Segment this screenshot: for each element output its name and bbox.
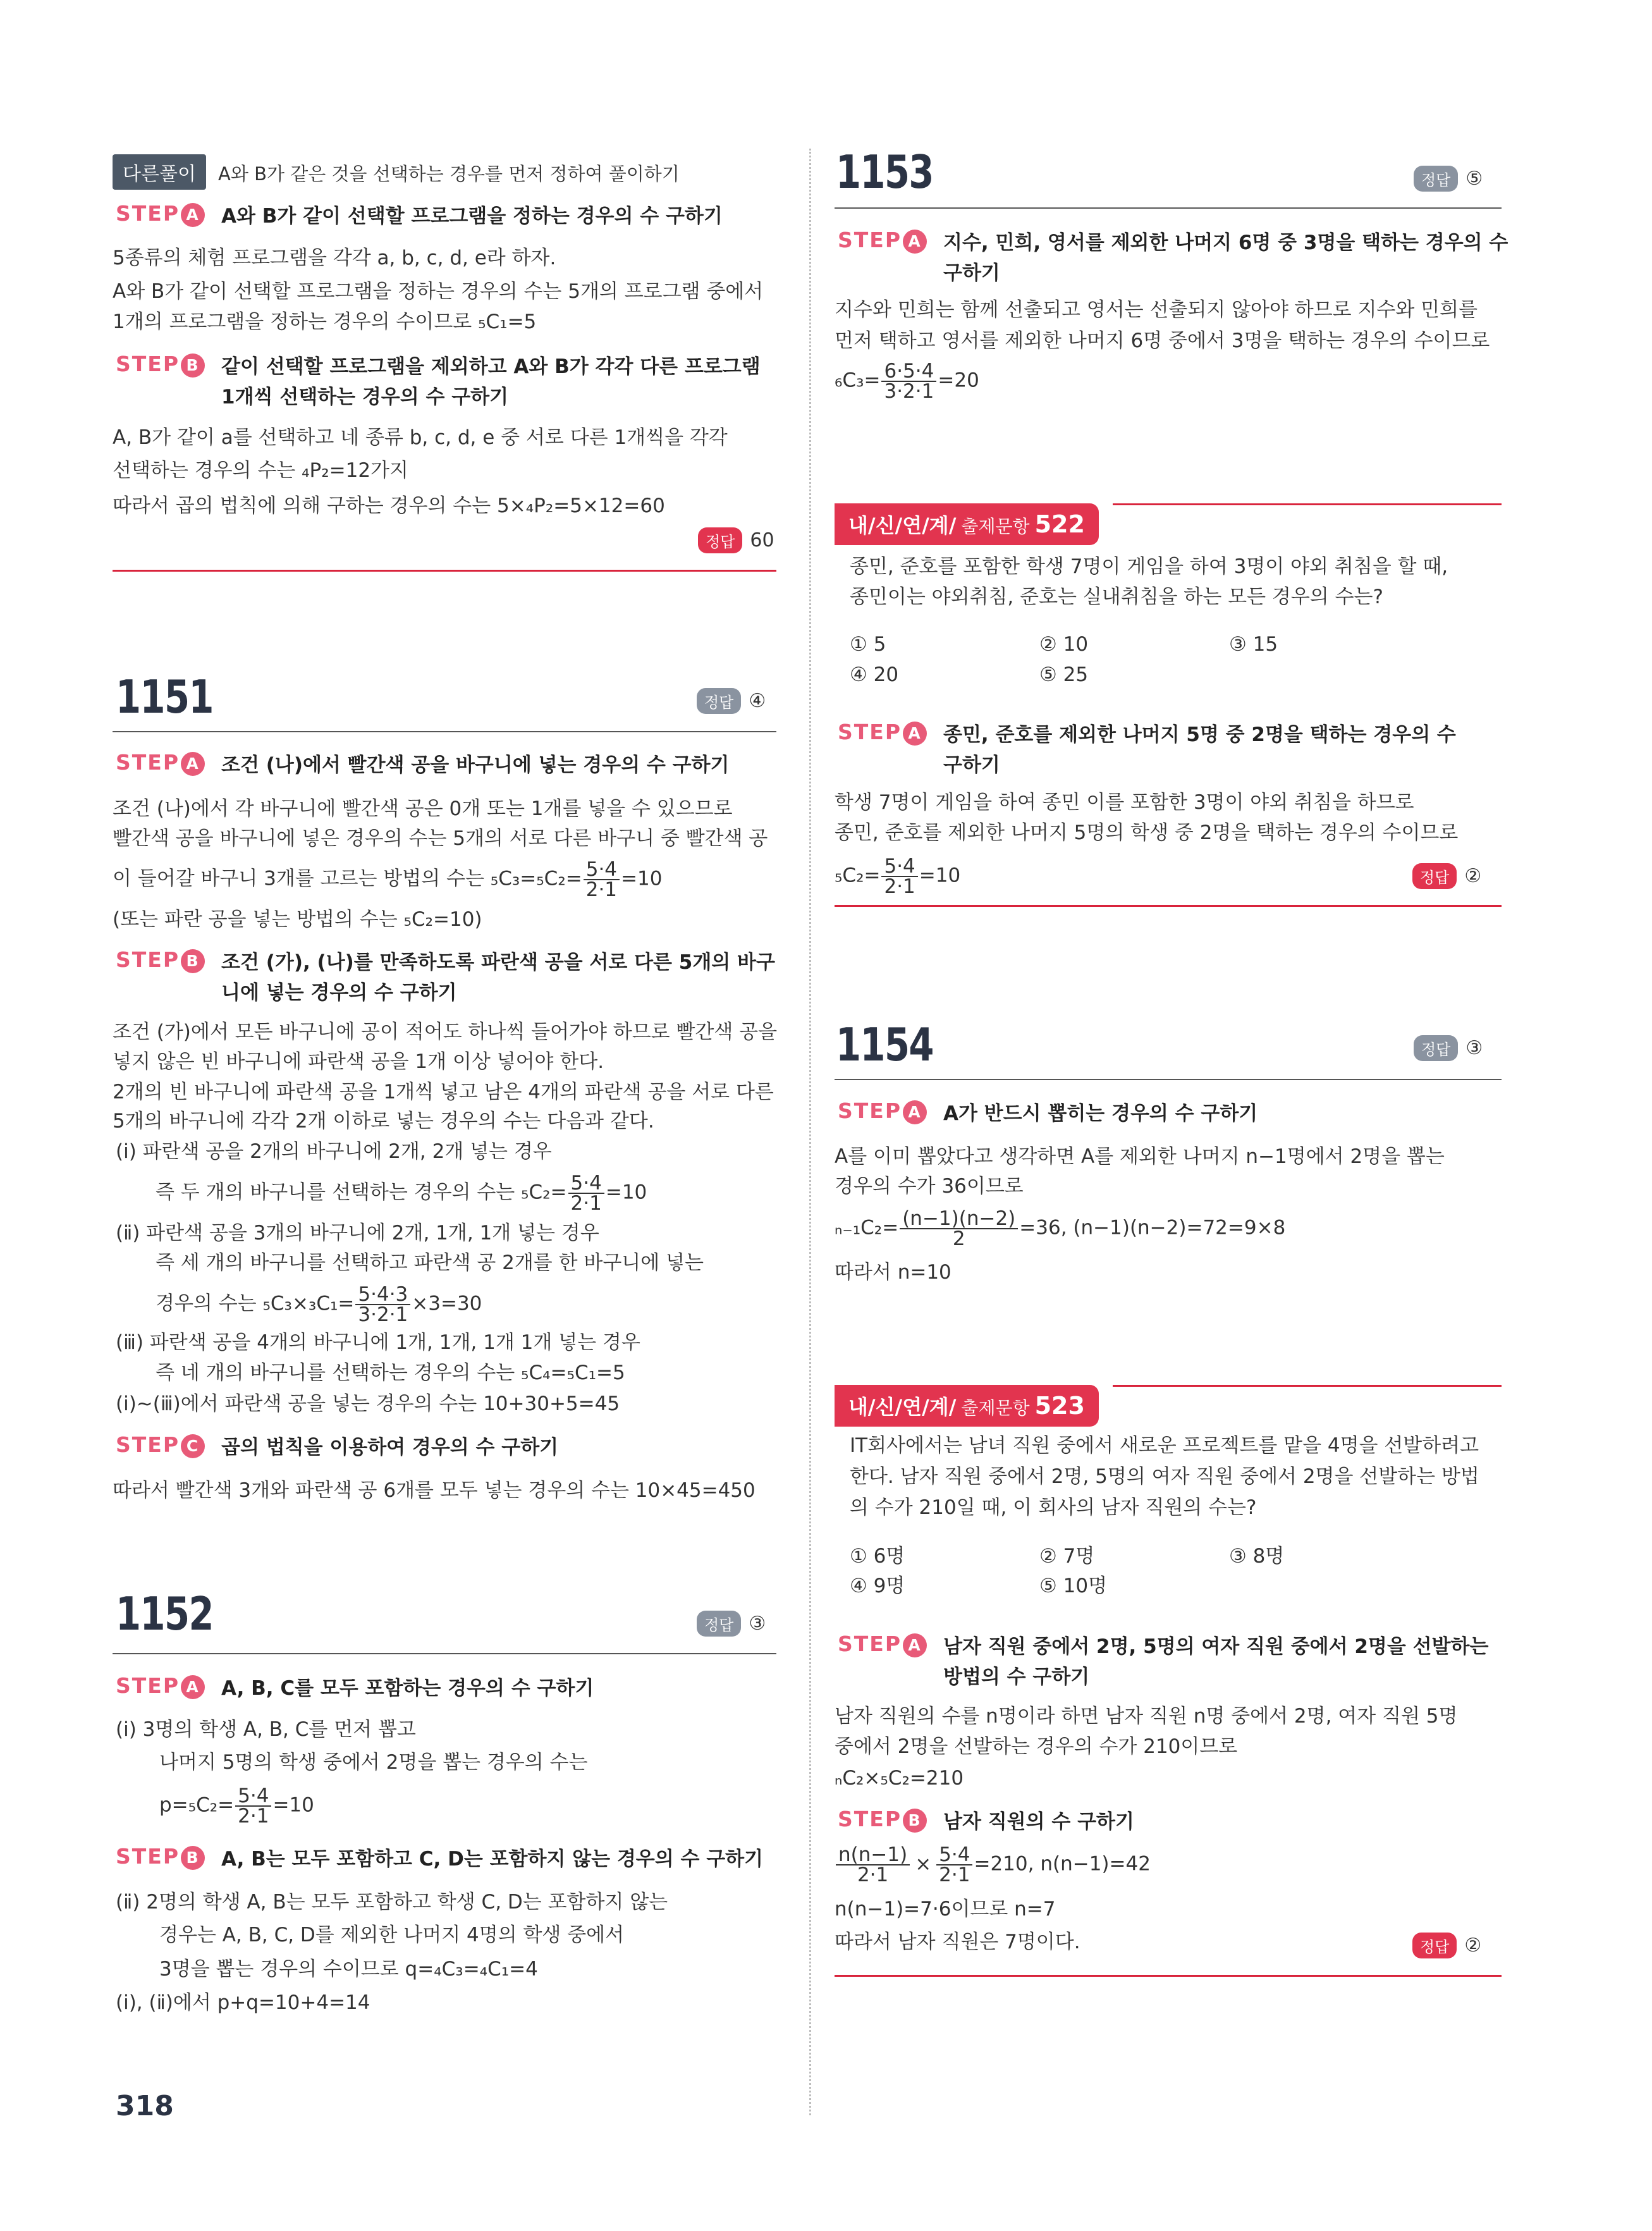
- text-line: A와 B가 같이 선택할 프로그램을 정하는 경우의 수는 5개의 프로그램 중에서: [113, 280, 764, 303]
- text-line: 경우의 수는 ₅C₃×₃C₁= $\frac{5\cdot 4\cdot 3}{3\cdot 2\cdot 1}$ ×3=30: [156, 1283, 482, 1326]
- answer-badge: 정답: [697, 1611, 741, 1637]
- answer-523: [1412, 1933, 1481, 1958]
- problem-number-1151: 1151: [116, 670, 213, 723]
- text-line: 즉 세 개의 바구니를 선택하고 파란색 공 2개를 한 바구니에 넣는: [156, 1251, 704, 1274]
- problem-underline: [113, 731, 776, 732]
- choice: ③ 15: [1229, 633, 1278, 656]
- choice: ⑤ 25: [1039, 663, 1089, 686]
- text-line: (ⅲ) 파란색 공을 4개의 바구니에 1개, 1개, 1개 1개 넣는 경우: [116, 1331, 640, 1354]
- choice: ② 7명: [1039, 1545, 1095, 1568]
- text-line: 빨간색 공을 바구니에 넣은 경우의 수는 5개의 서로 다른 바구니 중 빨간색 공: [113, 827, 768, 850]
- text-line: 3명을 뽑는 경우의 수이므로 q=₄C₃=₄C₁=4: [159, 1958, 538, 1981]
- choice: ① 5: [850, 633, 886, 656]
- text-line: 따라서 n=10: [835, 1261, 951, 1284]
- text-line: A를 이미 뽑았다고 생각하면 A를 제외한 나머지 n−1명에서 2명을 뽑는: [835, 1145, 1445, 1168]
- text-line: 나머지 5명의 학생 중에서 2명을 뽑는 경우의 수는: [159, 1751, 588, 1774]
- text-line: n(n−1)=7·6이므로 n=7: [835, 1898, 1056, 1921]
- text-line: (ⅰ), (ⅱ)에서 p+q=10+4=14: [116, 1991, 370, 2014]
- answer-1153: [1414, 166, 1483, 192]
- text-line: 조건 (가)에서 모든 바구니에 공이 적어도 하나씩 들어가야 하므로 빨간색 공을: [113, 1021, 778, 1043]
- answer-1152: [697, 1611, 766, 1637]
- text-line: 즉 네 개의 바구니를 선택하는 경우의 수는 ₅C₄=₅C₁=5: [156, 1361, 625, 1384]
- text-line: 종민, 준호를 제외한 나머지 5명의 학생 중 2명을 택하는 경우의 수이므로: [835, 821, 1459, 844]
- answer-1151: [697, 688, 766, 714]
- answer-522: [1412, 863, 1481, 889]
- n522-step-a: STEP A 종민, 준호를 제외한 나머지 5명 중 2명을 택하는 경우의 수 구하기: [838, 720, 1456, 777]
- text-line: 따라서 빨간색 3개와 파란색 공 6개를 모두 넣는 경우의 수는 10×45=450: [113, 1479, 756, 1502]
- text-line: 2개의 빈 바구니에 파란색 공을 1개씩 넣고 남은 4개의 파란색 공을 서로 다른: [113, 1081, 774, 1103]
- alt-solution-desc: A와 B가 같은 것을 선택하는 경우를 먼저 정하여 풀이하기: [218, 163, 680, 185]
- text-line: $\frac{n(n-1)}{2\cdot 1}$ × $\frac{5\cdot 4}{2\cdot 1}$ =210, n(n−1)=42: [835, 1845, 1151, 1884]
- text-line: 5종류의 체험 프로그램을 각각 a, b, c, d, e라 하자.: [113, 247, 556, 269]
- answer-badge: 정답: [1412, 863, 1457, 889]
- alt-step-b-header: [116, 352, 761, 412]
- p1151-step-a: STEP A 조건 (나)에서 빨간색 공을 바구니에 넣는 경우의 수 구하기: [116, 750, 730, 777]
- text-line: 즉 두 개의 바구니를 선택하는 경우의 수는 ₅C₂= $\frac{5\cdot 4}{2\cdot 1}$ =10: [156, 1172, 647, 1215]
- problem-underline: [835, 207, 1502, 209]
- text-line: ₅C₂= $\frac{5\cdot 4}{2\cdot 1}$ =10: [835, 855, 961, 898]
- alt-solution-badge: 다른풀이: [113, 154, 206, 190]
- answer-badge: 정답: [1414, 166, 1458, 192]
- p1152-step-b: STEP B A, B는 모두 포함하고 C, D는 포함하지 않는 경우의 수 구하기: [116, 1844, 764, 1871]
- choice: ④ 20: [850, 663, 899, 686]
- alt-solution-header: [113, 154, 680, 190]
- answer-value: ④: [749, 690, 766, 712]
- answer-badge: 정답: [698, 527, 742, 553]
- choice: ③ 8명: [1229, 1545, 1285, 1568]
- naesin-line: [1113, 503, 1502, 505]
- answer-value: ⑤: [1465, 168, 1483, 190]
- answer-1154: [1414, 1035, 1483, 1061]
- column-divider: [809, 149, 811, 2115]
- answer-value: ②: [1464, 1934, 1482, 1957]
- text-line: 경우의 수가 36이므로: [835, 1175, 1024, 1198]
- answer-value: ③: [749, 1613, 766, 1635]
- section-divider: [835, 1975, 1502, 1977]
- alt-step-a-header: [116, 201, 723, 231]
- problem-number-1153: 1153: [836, 145, 933, 199]
- problem-number-1154: 1154: [836, 1018, 933, 1071]
- text-line: 지수와 민희는 함께 선출되고 영서는 선출되지 않아야 하므로 지수와 민희를: [835, 298, 1478, 321]
- question-line: 한다. 남자 직원 중에서 2명, 5명의 여자 직원 중에서 2명을 선발하는 방법: [850, 1465, 1479, 1488]
- n523-step-a: STEP A 남자 직원 중에서 2명, 5명의 여자 직원 중에서 2명을 선발하는 방법의 수 구하기: [838, 1632, 1489, 1688]
- naesin-522-header: 내/신/연/계/ 출제문항 522: [835, 503, 1099, 545]
- text-line: A, B가 같이 a를 선택하고 네 종류 b, c, d, e 중 서로 다른 1개씩을 각각: [113, 426, 728, 449]
- text-line: 경우는 A, B, C, D를 제외한 나머지 4명의 학생 중에서: [159, 1924, 625, 1946]
- text-line: (또는 파란 공을 넣는 방법의 수는 ₅C₂=10): [113, 908, 482, 931]
- text-line: (ⅰ)~(ⅲ)에서 파란색 공을 넣는 경우의 수는 10+30+5=45: [116, 1392, 620, 1415]
- p1151-step-b: STEP B 조건 (가), (나)를 만족하도록 파란색 공을 서로 다른 5개의 바구 니에 넣는 경우의 수 구하기: [116, 947, 775, 1004]
- choice: ⑤ 10명: [1039, 1575, 1108, 1597]
- step-label: STEP B: [116, 352, 205, 378]
- text-line: 중에서 2명을 선발하는 경우의 수가 210이므로: [835, 1735, 1238, 1758]
- text-line: 이 들어갈 바구니 3개를 고르는 방법의 수는 ₅C₃=₅C₂= $\frac{5\cdot 4}{2\cdot 1}$ =10: [113, 858, 663, 901]
- answer-value: ②: [1464, 865, 1482, 887]
- p1153-step-a: STEP A 지수, 민희, 영서를 제외한 나머지 6명 중 3명을 택하는 경우의 수 구하기: [838, 228, 1508, 285]
- text-line: 선택하는 경우의 수는 ₄P₂=12가지: [113, 459, 408, 482]
- choice: ① 6명: [850, 1545, 905, 1568]
- page-number: 318: [116, 2090, 174, 2122]
- problem-number-1152: 1152: [116, 1587, 213, 1640]
- text-line: 남자 직원의 수를 n명이라 하면 남자 직원 n명 중에서 2명, 여자 직원 5명: [835, 1705, 1458, 1728]
- answer-60: [698, 527, 774, 553]
- question-line: 종민, 준호를 포함한 학생 7명이 게임을 하여 3명이 야외 취침을 할 때,: [850, 555, 1448, 578]
- section-divider: [835, 905, 1502, 907]
- text-line: 5개의 바구니에 각각 2개 이하로 넣는 경우의 수는 다음과 같다.: [113, 1110, 654, 1133]
- text-line: 학생 7명이 게임을 하여 종민 이를 포함한 3명이 야외 취침을 하므로: [835, 791, 1414, 814]
- answer-badge: 정답: [1414, 1035, 1458, 1061]
- text-line: ₆C₃= $\frac{6\cdot 5\cdot 4}{3\cdot 2\cdot 1}$ =20: [835, 360, 979, 403]
- text-line: ₙ₋₁C₂= $\frac{(n-1)(n-2)}{2}$ =36, (n−1)(n−2)=72=9×8: [835, 1207, 1286, 1250]
- text-line: ₙC₂×₅C₂=210: [835, 1767, 964, 1790]
- alt-step-b-title: 같이 선택할 프로그램을 제외하고 A와 B가 각각 다른 프로그램 1개씩 선택하는 경우의 수 구하기: [221, 355, 761, 409]
- question-line: 의 수가 210일 때, 이 회사의 남자 직원의 수는?: [850, 1496, 1257, 1519]
- naesin-line: [1113, 1385, 1502, 1387]
- answer-badge: 정답: [1412, 1933, 1457, 1958]
- answer-value: 60: [750, 529, 774, 551]
- text-line: (ⅰ) 3명의 학생 A, B, C를 먼저 뽑고: [116, 1718, 416, 1741]
- p1152-step-a: STEP A A, B, C를 모두 포함하는 경우의 수 구하기: [116, 1673, 594, 1700]
- n523-step-b: STEP B 남자 직원의 수 구하기: [838, 1807, 1134, 1833]
- text-line: (ⅰ) 파란색 공을 2개의 바구니에 2개, 2개 넣는 경우: [116, 1140, 552, 1163]
- section-divider: [113, 570, 776, 572]
- question-line: 종민이는 야외취침, 준호는 실내취침을 하는 모든 경우의 수는?: [850, 586, 1383, 608]
- p1154-step-a: STEP A A가 반드시 뽑히는 경우의 수 구하기: [838, 1098, 1258, 1125]
- text-line: 1개의 프로그램을 정하는 경우의 수이므로 ₅C₁=5: [113, 310, 537, 333]
- text-line: 따라서 곱의 법칙에 의해 구하는 경우의 수는 5×₄P₂=5×12=60: [113, 495, 665, 517]
- alt-step-a-title: A와 B가 같이 선택할 프로그램을 정하는 경우의 수 구하기: [221, 205, 723, 228]
- text-line: (ⅱ) 2명의 학생 A, B는 모두 포함하고 학생 C, D는 포함하지 않는: [116, 1891, 668, 1914]
- p1151-step-c: STEP C 곱의 법칙을 이용하여 경우의 수 구하기: [116, 1432, 559, 1459]
- step-label: STEP A: [116, 201, 205, 227]
- text-line: 넣지 않은 빈 바구니에 파란색 공을 1개 이상 넣어야 한다.: [113, 1050, 604, 1073]
- choice: ② 10: [1039, 633, 1089, 656]
- problem-underline: [835, 1079, 1502, 1080]
- text-line: p=₅C₂= $\frac{5\cdot 4}{2\cdot 1}$ =10: [159, 1785, 314, 1828]
- naesin-523-header: 내/신/연/계/ 출제문항 523: [835, 1385, 1099, 1427]
- text-line: (ⅱ) 파란색 공을 3개의 바구니에 2개, 1개, 1개 넣는 경우: [116, 1222, 599, 1245]
- problem-underline: [113, 1653, 776, 1654]
- answer-value: ③: [1465, 1037, 1483, 1059]
- choice: ④ 9명: [850, 1575, 905, 1597]
- text-line: 조건 (나)에서 각 바구니에 빨간색 공은 0개 또는 1개를 넣을 수 있으므로: [113, 797, 733, 820]
- text-line: 먼저 택하고 영서를 제외한 나머지 6명 중에서 3명을 택하는 경우의 수이므로: [835, 329, 1490, 352]
- question-line: IT회사에서는 남녀 직원 중에서 새로운 프로젝트를 맡을 4명을 선발하려고: [850, 1434, 1479, 1457]
- answer-badge: 정답: [697, 688, 741, 714]
- text-line: 따라서 남자 직원은 7명이다.: [835, 1931, 1080, 1953]
